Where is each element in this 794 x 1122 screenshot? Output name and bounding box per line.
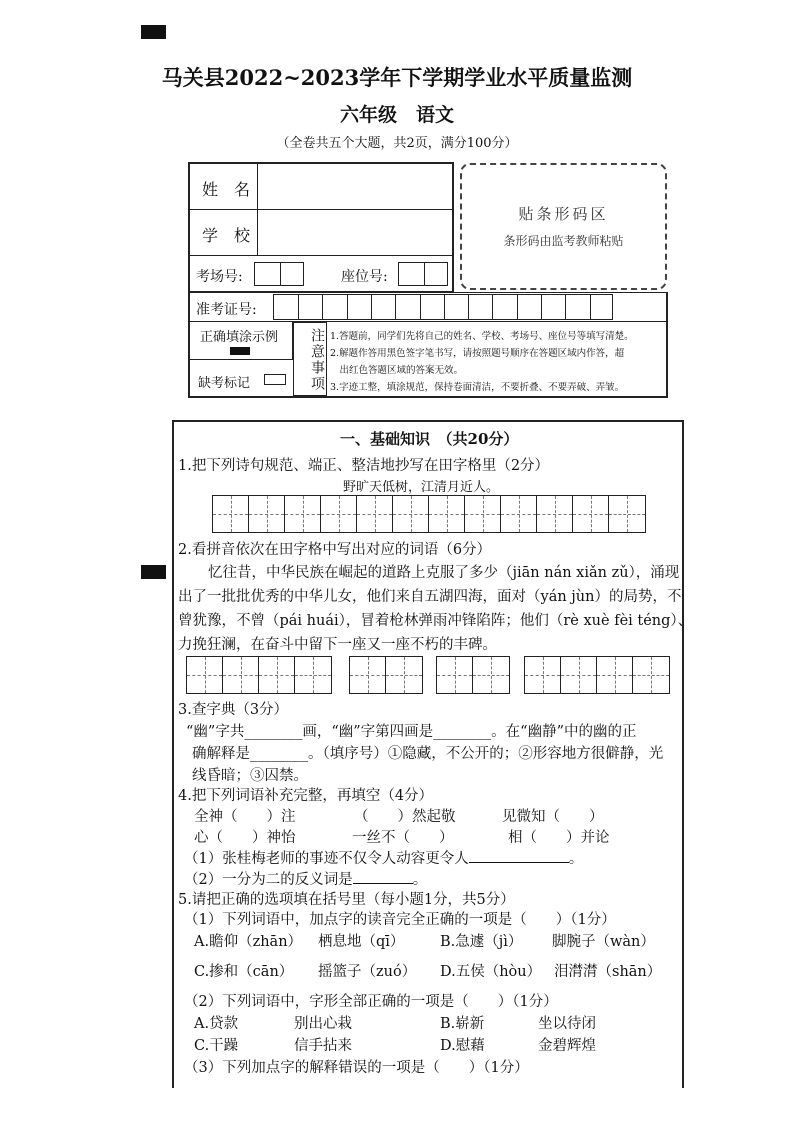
absent-mark-box[interactable] (264, 374, 286, 385)
q4-word: 全神（ ）注 (194, 809, 296, 825)
example-label: 正确填涂示例 (200, 330, 279, 345)
barcode-title: 贴条形码区 (518, 205, 609, 223)
q5-2-option: 坐以待闭 (538, 1016, 596, 1032)
question-1: 1.把下列诗句规范、端正、整洁地抄写在田字格里（2分） (178, 458, 550, 474)
q5-2-option: D.慰藉 (440, 1038, 485, 1054)
exam-note: （全卷共五个大题，共2页，满分100分） (276, 136, 518, 151)
q4-fill-2-blank[interactable] (353, 869, 413, 884)
question-2-line: 出了一批批优秀的中华儿女，他们来自五湖四海，面对（yán jùn）的局势，不 (178, 589, 682, 605)
name-label: 姓 名 (202, 180, 251, 199)
barcode-area (460, 163, 667, 290)
note-line: 1.答题前，同学们先将自己的姓名、学校、考场号、座位号等填写清楚。 (330, 331, 634, 342)
tianzige-grid-q2-a[interactable] (186, 656, 332, 694)
exam-subtitle: 六年级 语文 (339, 104, 454, 126)
ticket-label: 准考证号: (196, 302, 257, 318)
section-heading: 一、基础知识 （共20分） (340, 430, 519, 448)
question-3: 3.查字典（3分） (178, 702, 289, 718)
note-line: 2.解题作答用黑色签字笔书写，请按照题号顺序在答题区域内作答，超 (330, 348, 625, 359)
q5-1: （1）下列词语中，加点字的读音完全正确的一项是（ ）（1分） (184, 912, 616, 928)
q4-fill-1: （1）张桂梅老师的事迹不仅令人动容更令人 。 (184, 847, 583, 868)
tianzige-grid-q2-d[interactable] (524, 656, 670, 694)
note-line: 出红色答题区域的答案无效。 (330, 365, 464, 376)
q4-fill-1-text: （1）张桂梅老师的事迹不仅令人动容更令人 (184, 851, 469, 867)
notes-label: 注意事项 (293, 322, 327, 396)
q5-1-option: 摇篮子（zuó） (318, 964, 417, 980)
q4-word: 一丝不（ ） (352, 830, 454, 846)
alignment-mark-middle (141, 565, 166, 579)
q4-word: 相（ ）并论 (508, 830, 610, 846)
q4-fill-1-blank[interactable] (469, 848, 569, 863)
question-2: 2.看拼音依次在田字格中写出对应的词语（6分） (178, 542, 492, 558)
absent-label: 缺考标记 (198, 376, 251, 391)
q5-2-option: A.贷款 (194, 1016, 239, 1032)
q5-2-option: 别出心栽 (294, 1016, 352, 1032)
q5-1-option: C.掺和（cān） (194, 964, 294, 980)
q4-fill-2-text: （2）一分为二的反义词是 (184, 872, 353, 888)
question-2-line: 忆往昔，中华民族在崛起的道路上克服了多少（jiān nán xiǎn zǔ），涌现 (208, 565, 680, 581)
exam-title: 马关县2022~2023学年下学期学业水平质量监测 (161, 65, 633, 90)
notes-list (330, 328, 634, 396)
q5-1-option: B.急遽（jì） (440, 934, 523, 950)
filled-example-mark (230, 347, 250, 355)
question-3-line: 确解释是________。（填序号）①隐藏，不公开的；②形容地方很僻静，光 (192, 746, 664, 762)
alignment-mark-top (141, 25, 166, 39)
q5-2-option: B.崭新 (440, 1016, 485, 1032)
q4-word: 见微知（ ） (502, 809, 604, 825)
q5-2-option: C.干躁 (194, 1038, 239, 1054)
name-input[interactable] (258, 162, 454, 210)
q5-2: （2）下列词语中，字形全部正确的一项是（ ）（1分） (184, 994, 558, 1010)
q5-1-option: D.五侯（hòu） (440, 964, 542, 980)
tianzige-grid-q2-b[interactable] (349, 656, 423, 694)
q5-2-option: 信手拈来 (294, 1038, 352, 1054)
q4-fill-2: （2）一分为二的反义词是 。 (184, 868, 427, 889)
question-1-poem: 野旷天低树，江清月近人。 (343, 480, 500, 495)
q4-word: （ ）然起敬 (354, 809, 456, 825)
question-3-line: “幽”字共________画，“幽”字第四画是________。在“幽静”中的幽的正 (186, 724, 637, 740)
q5-3: （3）下列加点字的解释错误的一项是（ ）（1分） (184, 1060, 529, 1076)
tianzige-grid-q2-c[interactable] (436, 656, 510, 694)
q5-1-option: A.瞻仰（zhān） (194, 934, 303, 950)
tianzige-grid-q1[interactable] (212, 495, 646, 533)
school-label: 学 校 (202, 226, 251, 245)
q5-1-option: 脚腕子（wàn） (552, 934, 655, 950)
seat-input[interactable] (398, 262, 448, 286)
q5-2-option: 金碧辉煌 (538, 1038, 596, 1054)
q5-1-option: 栖息地（qī） (318, 934, 405, 950)
room-label: 考场号: (196, 269, 243, 285)
note-line: 3.字迹工整，填涂规范，保持卷面清洁，不要折叠、不要弄破、弄皱。 (330, 382, 625, 393)
question-5: 5.请把正确的选项填在括号里（每小题1分，共5分） (178, 892, 515, 908)
seat-label: 座位号: (341, 269, 388, 285)
school-input[interactable] (258, 210, 454, 256)
question-4: 4.把下列词语补充完整，再填空（4分） (178, 788, 434, 804)
question-2-line: 曾犹豫，不曾（pái huái），冒着枪林弹雨冲锋陷阵；他们（rè xuè fèi téng）、 (178, 613, 693, 629)
question-2-line: 力挽狂澜，在奋斗中留下一座又一座不朽的丰碑。 (178, 637, 497, 653)
barcode-hint: 条形码由监考教师粘贴 (503, 234, 624, 248)
q4-word: 心（ ）神怡 (194, 830, 296, 846)
question-3-line: 线昏暗；③囚禁。 (192, 768, 308, 784)
ticket-number-input[interactable] (273, 294, 613, 320)
room-input[interactable] (254, 262, 304, 286)
q5-1-option: 泪潸潸（shān） (554, 964, 662, 980)
